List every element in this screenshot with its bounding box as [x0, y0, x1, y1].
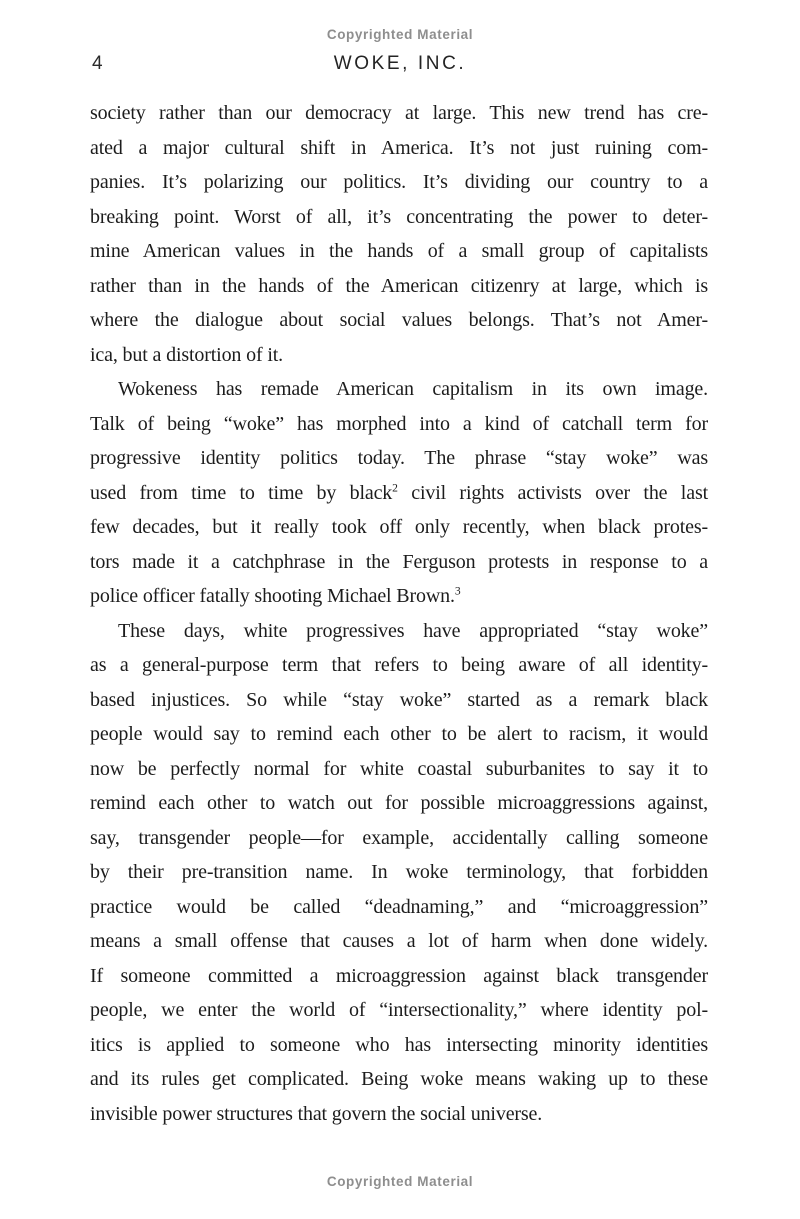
text-line: and its rules get complicated. Being woke means waking up to these	[90, 1068, 708, 1090]
text-line: people would say to remind each other to be alert to racism, it would	[90, 723, 708, 745]
text-line: invisible power structures that govern the social universe.	[90, 1102, 543, 1125]
text-line: tors made it a catchphrase in the Ferguson protests in response to a	[90, 550, 708, 573]
text-line: If someone committed a microaggression against black transgender	[90, 964, 708, 987]
text-line: ated a major cultural shift in America. It’s not just ruining com-	[90, 136, 708, 159]
text-line: panies. It’s polarizing our politics. It’s dividing our country to a	[90, 171, 708, 193]
page-number: 4	[92, 53, 103, 74]
text-line: practice would be called “deadnaming,” and “microaggression”	[90, 895, 708, 918]
text-line: as a general-purpose term that refers to being aware of all identity-	[90, 654, 708, 676]
text-line: people, we enter the world of “intersectionality,” where identity pol-	[90, 999, 708, 1021]
paragraph	[90, 96, 708, 372]
text-line: based injustices. So while “stay woke” started as a remark black	[90, 688, 708, 711]
header-copyright-notice: Copyrighted Material	[326, 27, 474, 42]
text-line: ica, but a distortion of it.	[90, 343, 283, 366]
text-line: used from time to time by black$^2$ civil rights activists over the last	[90, 480, 708, 504]
text-line: remind each other to watch out for possible microaggressions against,	[90, 792, 708, 814]
text-line: itics is applied to someone who has intersecting minority identities	[90, 1033, 708, 1056]
text-line: means a small offense that causes a lot of harm when done widely.	[90, 930, 708, 952]
footnote-reference: 2	[392, 480, 398, 494]
book-title: WOKE, INC.	[333, 53, 467, 74]
text-line: society rather than our democracy at large. This new trend has cre-	[90, 102, 708, 124]
footer-copyright-notice: Copyrighted Material	[326, 1174, 474, 1189]
footnote-reference: 3	[454, 584, 461, 598]
text-line: breaking point. Worst of all, it’s concentrating the power to deter-	[90, 205, 708, 228]
text-line: few decades, but it really took off only recently, when black protes-	[90, 516, 708, 538]
text-line: say, transgender people—for example, accidentally calling someone	[90, 826, 708, 849]
text-line: police officer fatally shooting Michael Brown.$^3$	[90, 584, 461, 607]
paragraph	[90, 372, 708, 614]
text-line: Wokeness has remade American capitalism in its own image.	[118, 378, 708, 400]
text-line: now be perfectly normal for white coastal suburbanites to say it to	[90, 757, 708, 780]
page-body	[90, 96, 708, 1131]
text-line: where the dialogue about social values belongs. That’s not Amer-	[90, 309, 708, 331]
text-line: These days, white progressives have appropriated “stay woke”	[118, 619, 708, 642]
paragraph	[90, 614, 708, 1132]
text-line: Talk of being “woke” has morphed into a kind of catchall term for	[90, 412, 708, 435]
text-line: mine American values in the hands of a small group of capitalists	[90, 240, 708, 262]
text-line: by their pre-transition name. In woke terminology, that forbidden	[90, 861, 708, 883]
text-line: progressive identity politics today. The phrase “stay woke” was	[90, 447, 708, 469]
text-line: rather than in the hands of the American citizenry at large, which is	[90, 274, 708, 297]
